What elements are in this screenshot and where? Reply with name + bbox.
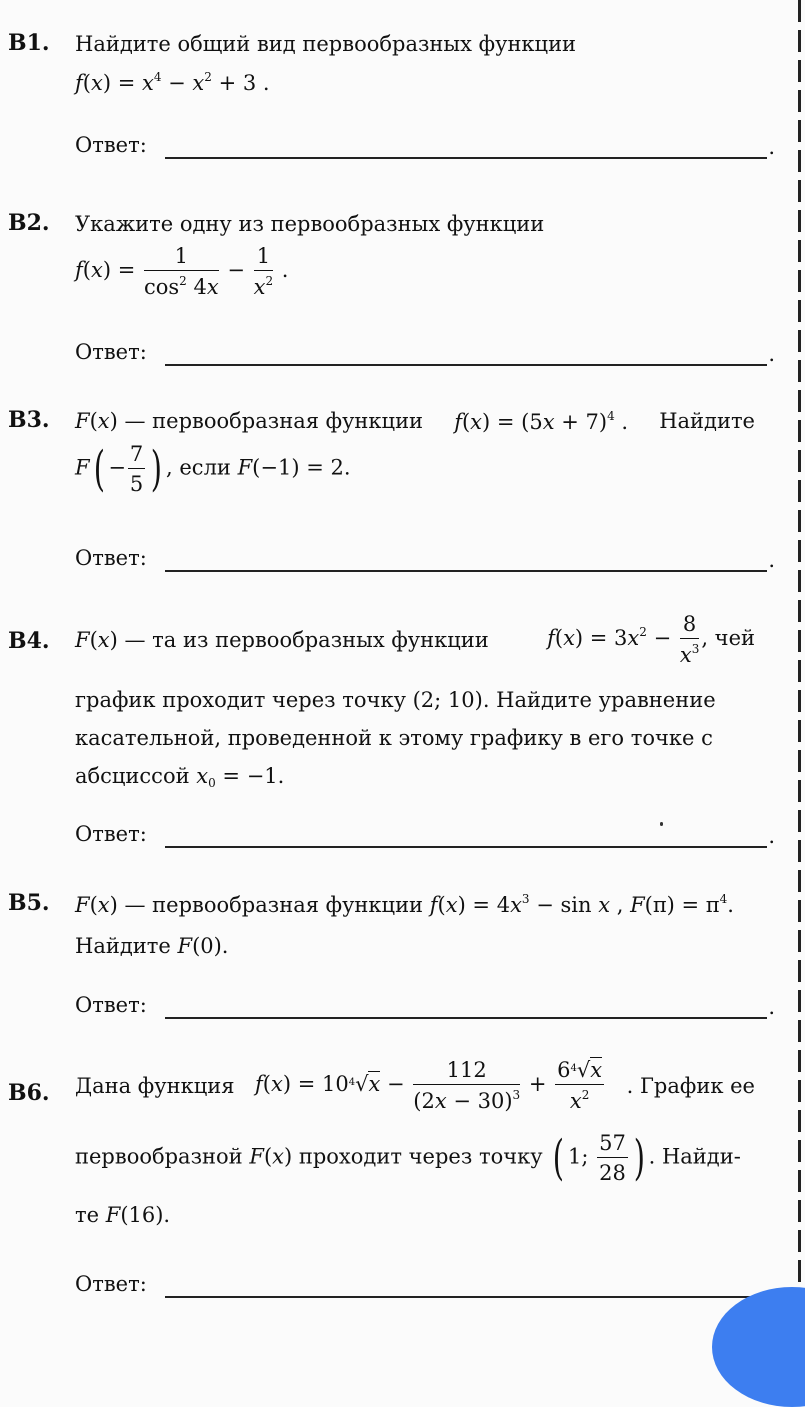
task-formula: f(x) = $\frac{1}{\cos^2 4x}$ − $\frac{1}{x^2}$ . <box>75 244 289 299</box>
answer-blank[interactable] <box>165 846 767 848</box>
answer-blank[interactable] <box>165 364 767 366</box>
task-text: F(x) — первообразная функции $f(x) = 4x^3 - \sin x$ , $F(\pi) = \pi^4$. <box>75 892 734 917</box>
answer-label: Ответ: <box>75 133 147 157</box>
task-number: B3. <box>8 407 50 433</box>
answer-field-b1[interactable]: Ответ: . <box>75 133 775 159</box>
task-text: F(x) — та из первообразных функции $f(x) = 3x^2$ − $\frac{8}{x^3}$ , чей <box>75 612 755 667</box>
answer-field-b2[interactable]: Ответ: . <box>75 340 775 366</box>
speck <box>660 822 663 826</box>
task-number: B4. <box>8 628 50 654</box>
task-text: Дана функция $f(x) = 10^4√x$ − $\frac{112}{(2x - 30)^3}$ + $\frac{6^4√x}{x^2}$ . График ее <box>75 1058 755 1113</box>
answer-blank[interactable] <box>165 157 767 159</box>
task-number: B6. <box>8 1080 50 1106</box>
answer-blank[interactable] <box>165 1296 805 1298</box>
task-text: Найдите общий вид первообразных функции <box>75 32 577 56</box>
cut-line <box>798 0 801 1308</box>
task-number: B2. <box>8 210 50 236</box>
task-formula: $f(x) = x^4 - x^2 + 3$ . <box>75 70 270 95</box>
answer-field-b3[interactable]: Ответ: . <box>75 546 775 572</box>
floating-action-button[interactable] <box>712 1287 805 1407</box>
task-number: B5. <box>8 890 50 916</box>
answer-blank[interactable] <box>165 1017 767 1019</box>
answer-field-b5[interactable]: Ответ: . <box>75 993 775 1019</box>
answer-field-b4[interactable]: Ответ: . <box>75 822 775 848</box>
task-formula: F( − $\frac{7}{5}$ ) , если F(−1) = 2. <box>75 441 351 497</box>
task-text: F(x) — первообразная функции $f(x) = (5x + 7)^4$ . Найдите <box>75 409 755 434</box>
answer-blank[interactable] <box>165 570 767 572</box>
answer-field-b6[interactable]: Ответ: <box>75 1272 805 1302</box>
task-text: Укажите одну из первообразных функции <box>75 212 545 236</box>
task-number: B1. <box>8 30 50 56</box>
